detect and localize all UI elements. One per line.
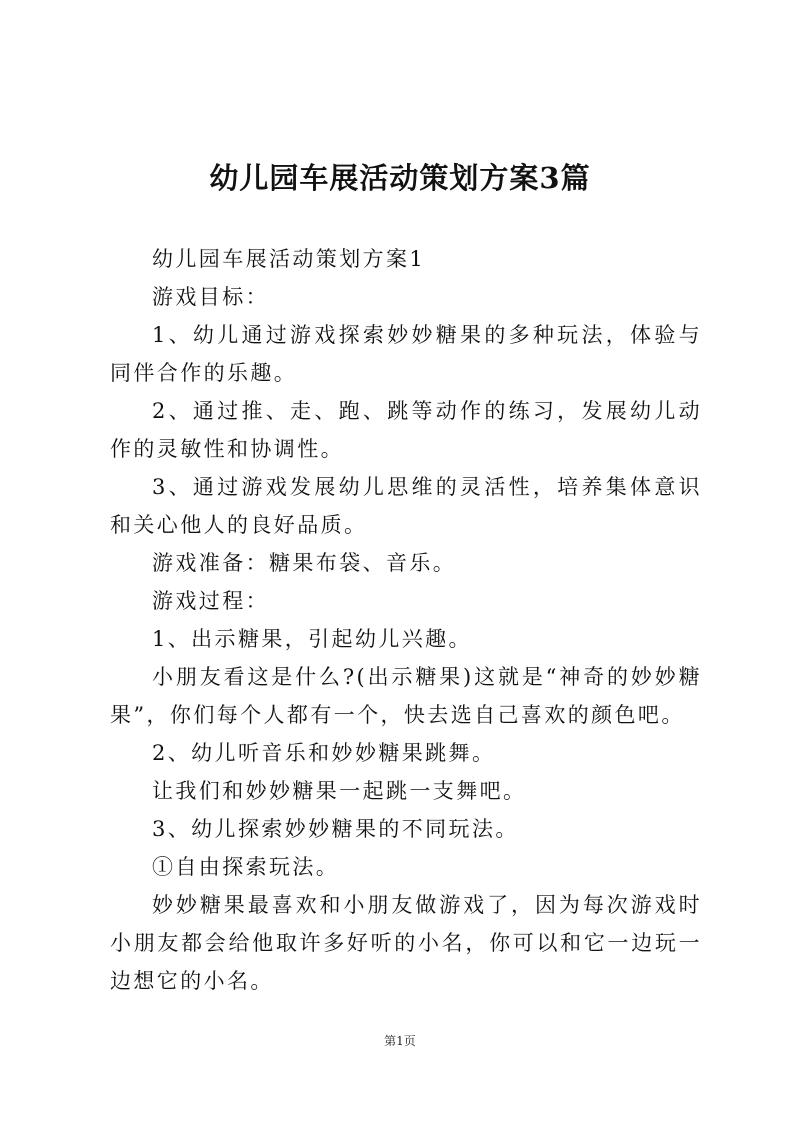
paragraph-step-3-detail: 妙妙糖果最喜欢和小朋友做游戏了，因为每次游戏时小朋友都会给他取许多好听的小名，你可以和它一边玩一边想它的小名。 xyxy=(110,893,702,993)
document-body xyxy=(110,240,702,1000)
page-number: 第1页 xyxy=(384,1034,416,1048)
paragraph-goal-1: 1、幼儿通过游戏探索妙妙糖果的多种玩法，体验与同伴合作的乐趣。 xyxy=(110,323,702,385)
paragraph-step-3-sub-1: ①自由探索玩法。 xyxy=(152,855,340,879)
paragraph-step-2: 2、幼儿听音乐和妙妙糖果跳舞。 xyxy=(152,741,496,765)
paragraph-goals-label: 游戏目标： xyxy=(152,285,269,309)
paragraph-step-1: 1、出示糖果，引起幼儿兴趣。 xyxy=(152,627,472,651)
paragraph-step-2-detail: 让我们和妙妙糖果一起跳一支舞吧。 xyxy=(152,779,527,803)
paragraph-goal-3: 3、通过游戏发展幼儿思维的灵活性，培养集体意识和关心他人的良好品质。 xyxy=(110,475,702,537)
paragraph-step-3: 3、幼儿探索妙妙糖果的不同玩法。 xyxy=(152,817,519,841)
paragraph-process-label: 游戏过程： xyxy=(152,589,269,613)
paragraph-goal-2: 2、通过推、走、跑、跳等动作的练习，发展幼儿动作的灵敏性和协调性。 xyxy=(110,399,702,461)
paragraph-plan-heading: 幼儿园车展活动策划方案1 xyxy=(152,247,426,271)
document-title: 幼儿园车展活动策划方案3篇 xyxy=(209,161,591,195)
paragraph-preparation: 游戏准备：糖果布袋、音乐。 xyxy=(152,551,457,575)
paragraph-step-1-detail: 小朋友看这是什么?(出示糖果)这就是“神奇的妙妙糖果”，你们每个人都有一个，快去选自己喜欢的颜色吧。 xyxy=(110,665,702,727)
